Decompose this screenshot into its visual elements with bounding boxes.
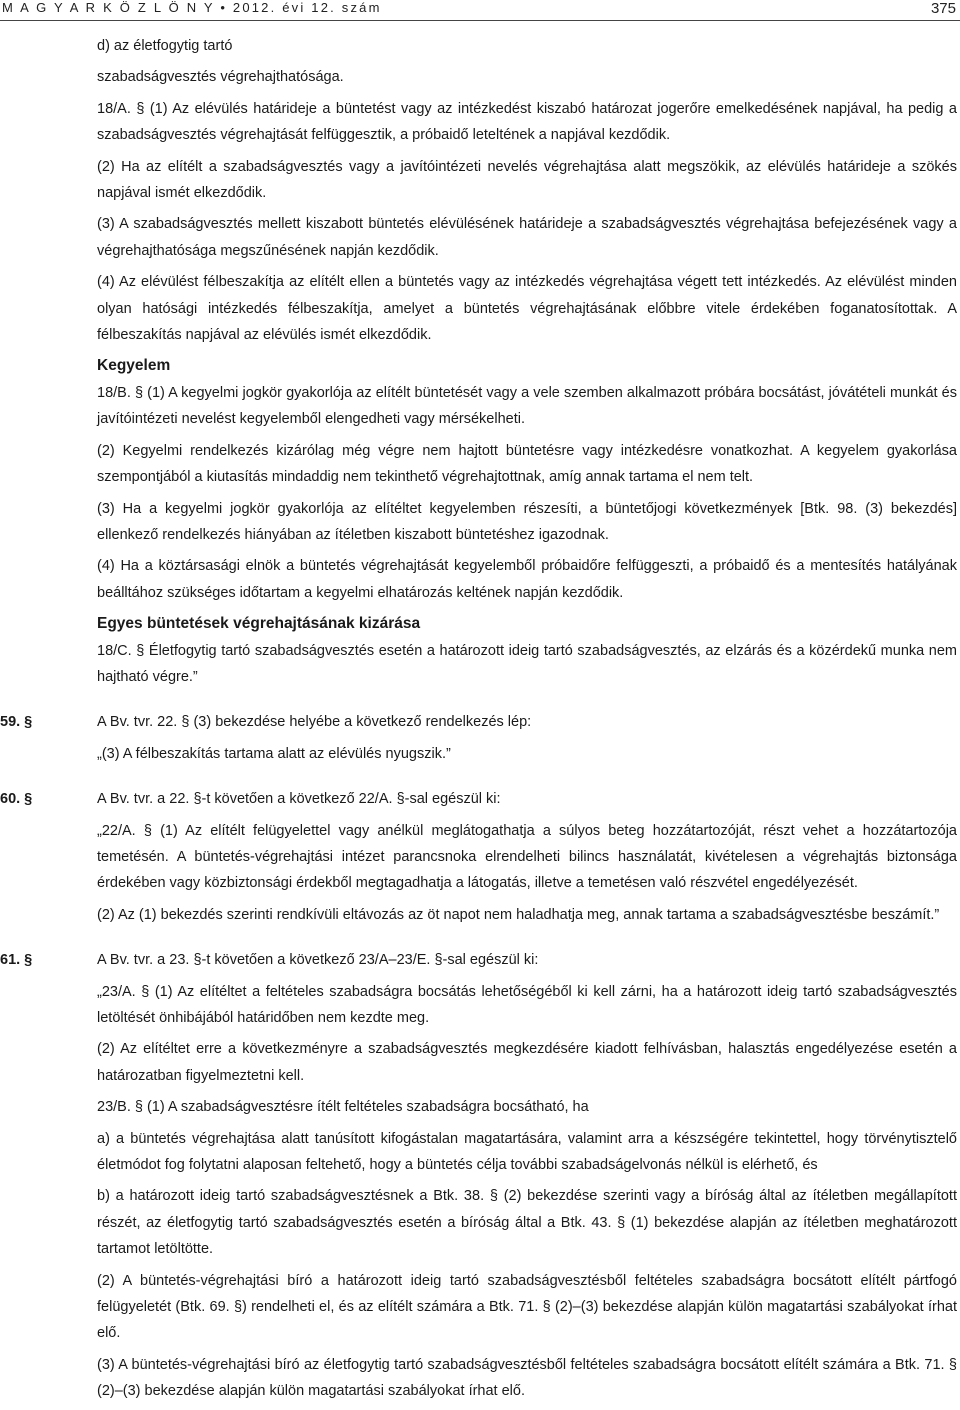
paragraph: (2) Kegyelmi rendelkezés kizárólag még végre nem hajtott büntetésre vagy intézkedésre vonatkozhat. A kegyelem gyakorlása szempontjából a kiutasítás mindaddig nem tekinthető végrehajtottnak, amíg annak tartama el nem telt. [97,442,957,486]
paragraph: „22/A. § (1) Az elítélt felügyelettel vagy anélkül meglátogathatja a súlyos beteg hozzátartozóját, részt vehet a hozzátartozója temetésén. A büntetés-végrehajtási intézet parancsnoka elrendelheti bilincs használatát, kivételesen a végrehajtás biztonsága érdekében vagy közbiztonsági érdekből megtagadhatja a látogatás, illetve a temetésen való részvétel engedélyezését. [97,822,957,892]
paragraph-block [0,741,960,767]
section-number: 60. § [0,791,33,808]
section-gap [0,933,960,947]
document-body [0,33,960,1410]
paragraph: 18/A. § (1) Az elévülés határideje a büntetést vagy az intézkedést kiszabó határozat jogerőre emelkedésének napjával, ha pedig a szabadságvesztés végrehajtását felfüggesztik, a próbaidő leteltének a napjával kezdődik. [97,100,957,144]
section-heading-block [0,353,960,379]
header-rule [0,20,960,21]
journal-title: M A G Y A R K Ö Z L Ö N Y • 2012. évi 12. szám [2,0,382,15]
paragraph: (3) Ha a kegyelmi jogkör gyakorlója az elítéltet kegyelemben részesíti, a büntetőjogi következmények [Btk. 98. (3) bekezdés] ellenkező rendelkezés hiányában az ítéletben kiszabott büntetéshez igazodnak. [97,500,957,543]
paragraph: d) az életfogytig tartó [97,38,233,54]
paragraph: szabadságvesztés végrehajthatósága. [97,69,344,86]
paragraph-block [0,786,960,812]
paragraph-block [0,1183,960,1262]
paragraph: (3) A büntetés-végrehajtási bíró az életfogytig tartó szabadságvesztésből feltételes szabadságra bocsátott elítélt számára a Btk. 71. § (2)–(3) bekezdése alapján külön magatartási szabályokat írhat elő. [97,1356,957,1400]
section-heading-block [0,611,960,637]
paragraph-block [0,902,960,928]
section-number: 59. § [0,714,33,731]
paragraph-block [0,496,960,549]
paragraph: A Bv. tvr. 22. § (3) bekezdése helyébe a következő rendelkezés lép: [97,714,532,731]
section-heading: Egyes büntetések végrehajtásának kizárása [97,615,421,633]
paragraph: (3) A szabadságvesztés mellett kiszabott büntetés elévülésének határideje a szabadságvesztés végrehajtása befejezésének vagy a végrehajthatósága megszűnésének napján kezdődik. [97,216,957,259]
paragraph-block [0,269,960,348]
paragraph: „23/A. § (1) Az elítéltet a feltételes szabadságra bocsátás lehetőségéből ki kell zárni, ha a határozott ideig tartó szabadságvesztés letöltését önhibájából határidőben nem kezdte meg. [97,983,957,1026]
paragraph-block [0,1126,960,1179]
paragraph-block [0,96,960,149]
paragraph: (4) Ha a köztársasági elnök a büntetés végrehajtását kegyelemből próbaidőre felfüggeszti, a próbaidő és a mentesítés hatályának beálltához szükséges időtartam a kegyelmi elhatározás keltének napján kezdődik. [97,558,957,601]
paragraph: (2) Az elítéltet erre a következményre a szabadságvesztés megkezdésére kiadott felhívásban, halasztás engedélyezése esetén a határozatban figyelmeztetni kell. [97,1041,957,1084]
paragraph-block [0,818,960,897]
paragraph-block [0,33,960,59]
paragraph-block [0,1268,960,1347]
page-number: 375 [930,0,956,17]
paragraph-block [0,553,960,606]
paragraph-block [0,438,960,491]
page-header [0,0,960,22]
paragraph-block [0,979,960,1032]
section-number: 61. § [0,952,33,969]
paragraph: (2) Ha az elítélt a szabadságvesztés vagy a javítóintézeti nevelés végrehajtása alatt megszökik, az elévülés határideje a szökés napjával ismét elkezdődik. [97,158,957,202]
paragraph: 23/B. § (1) A szabadságvesztésre ítélt feltételes szabadságra bocsátható, ha [97,1099,589,1116]
section-heading: Kegyelem [97,357,171,375]
paragraph: (4) Az elévülést félbeszakítja az elítélt ellen a büntetés vagy az intézkedés végrehajtása végett tett intézkedés. Az elévülést minden olyan hatósági intézkedés félbeszakítja, amelyet a büntetés végrehajtásának előbbre vitele érdekében foganatosítottak. A félbeszakítás napjával az elévülés ismét elkezdődik. [97,274,957,344]
paragraph: 18/C. § Életfogytig tartó szabadságvesztés esetén a határozott ideig tartó szabadságvesztés, az elzárás és a közérdekű munka nem hajtható végre.” [97,642,957,685]
paragraph: 18/B. § (1) A kegyelmi jogkör gyakorlója az elítélt büntetését vagy a vele szemben alkalmazott próbára bocsátást, jóvátételi munkát és javítóintézeti nevelést kegyelemből elengedheti vagy mérsékelheti. [97,384,957,428]
paragraph-block [0,638,960,691]
paragraph: b) a határozott ideig tartó szabadságvesztésnek a Btk. 38. § (2) bekezdése szerinti vagy a bíróság által az ítéletben megállapított részét, az életfogytig tartó szabadságvesztés esetén a bíróság által a Btk. 43. § (1) bekezdése alapján az ítéletben meghatározott tartamot letöltötte. [97,1188,957,1258]
paragraph: (2) A büntetés-végrehajtási bíró a határozott ideig tartó szabadságvesztésből feltételes szabadságra bocsátott elítélt pártfogó felügyeletét (Btk. 69. §) rendelheti el, és az elítélt számára a Btk. 71. § (2)–(3) bekezdése alapján külön magatartási szabályokat írhat elő. [97,1272,957,1342]
paragraph-block [0,380,960,433]
section-gap [0,772,960,786]
paragraph-block [0,709,960,735]
paragraph-block [0,1094,960,1120]
paragraph-block [0,947,960,973]
paragraph-block [0,1352,960,1405]
paragraph: A Bv. tvr. a 23. §-t követően a következő 23/A–23/E. §-sal egészül ki: [97,952,539,969]
paragraph-block [0,211,960,264]
paragraph-block [0,64,960,90]
paragraph: „(3) A félbeszakítás tartama alatt az elévülés nyugszik.” [97,745,451,762]
paragraph: a) a büntetés végrehajtása alatt tanúsított kifogástalan magatartására, valamint arra a készségére tekintettel, hogy törvénytisztelő életmódot fog folytatni alaposan feltehető, hogy a büntetés célja további szabadságelvonás nélkül is elérhető, és [97,1130,957,1174]
paragraph: A Bv. tvr. a 22. §-t követően a következő 22/A. §-sal egészül ki: [97,791,501,808]
paragraph-block [0,154,960,207]
paragraph-block [0,1036,960,1089]
paragraph: (2) Az (1) bekezdés szerinti rendkívüli eltávozás az öt napot nem haladhatja meg, annak tartama a szabadságvesztésbe beszámít.” [97,906,940,923]
section-gap [0,695,960,709]
